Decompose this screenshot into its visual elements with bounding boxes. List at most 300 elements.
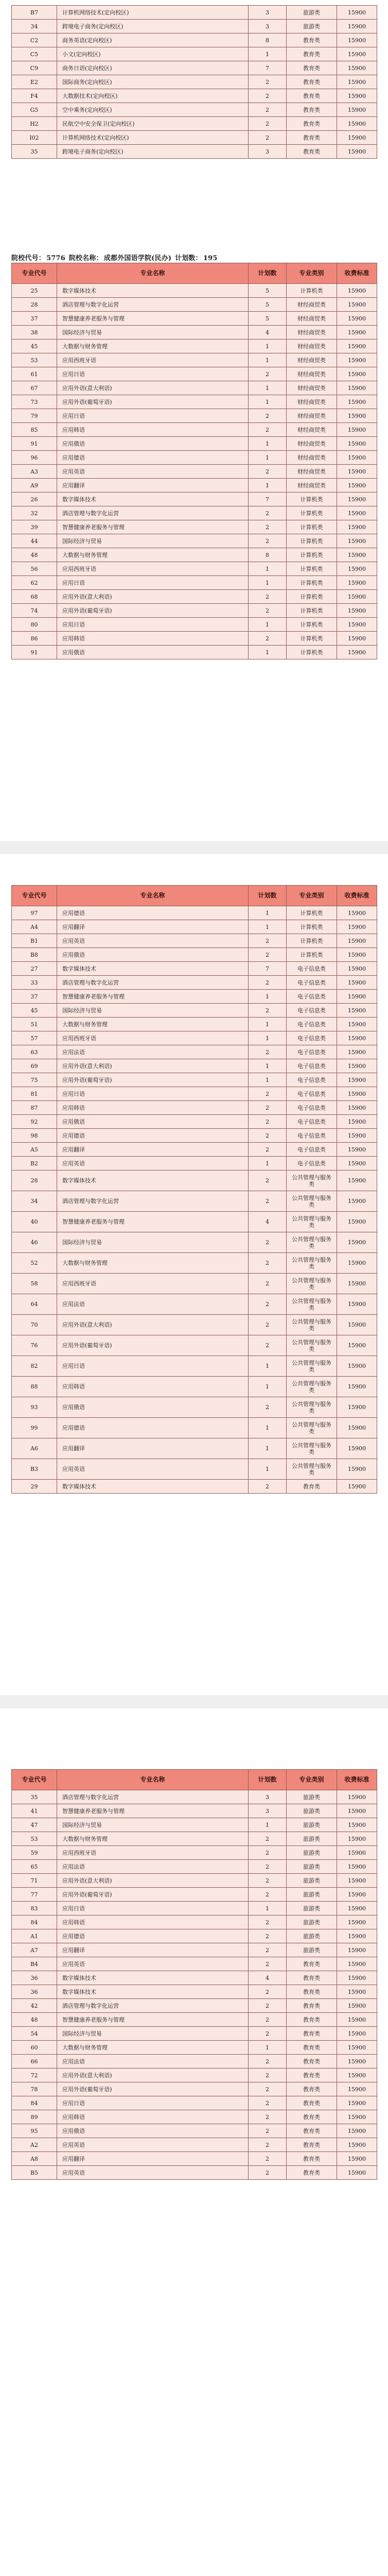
cell-plan: 2 — [249, 409, 287, 423]
cell-fee: 15900 — [337, 2055, 377, 2069]
cell-category: 教育类 — [287, 145, 337, 159]
cell-code: 88 — [12, 1377, 57, 1397]
cell-plan: 2 — [249, 465, 287, 479]
school-code: 5776 — [46, 255, 65, 262]
page-2 — [0, 854, 388, 1695]
cell-code: 71 — [12, 1874, 57, 1888]
cell-code: G5 — [12, 103, 57, 117]
cell-plan: 1 — [249, 646, 287, 659]
cell-category: 计算机类 — [287, 576, 337, 590]
cell-category: 计算机类 — [287, 618, 337, 632]
table-row — [12, 2166, 377, 2180]
cell-fee: 15900 — [337, 1143, 377, 1157]
cell-plan: 2 — [249, 1846, 287, 1860]
cell-plan: 1 — [249, 1459, 287, 1480]
cell-code: 36 — [12, 1971, 57, 1985]
table-row — [12, 1902, 377, 1916]
cell-code: 76 — [12, 1335, 57, 1356]
cell-plan: 2 — [249, 506, 287, 520]
cell-code: 65 — [12, 1860, 57, 1874]
cell-plan: 2 — [249, 976, 287, 990]
table-row — [12, 2082, 377, 2096]
cell-category: 电子信息类 — [287, 1129, 337, 1143]
cell-category: 教育类 — [287, 1985, 337, 1999]
cell-plan: 2 — [249, 2110, 287, 2124]
cell-category: 财经商贸类 — [287, 381, 337, 395]
cell-category: 电子信息类 — [287, 1031, 337, 1045]
cell-fee: 15900 — [337, 2041, 377, 2055]
cell-fee: 15900 — [337, 1087, 377, 1101]
cell-category: 计算机类 — [287, 506, 337, 520]
cell-category: 教育类 — [287, 33, 337, 47]
cell-plan: 2 — [249, 1480, 287, 1494]
cell-fee: 15900 — [337, 1294, 377, 1315]
cell-major: 应用外语(葡萄牙语) — [57, 395, 249, 409]
cell-fee: 15900 — [337, 534, 377, 548]
cell-plan: 2 — [249, 1957, 287, 1971]
cell-code: 48 — [12, 2013, 57, 2027]
cell-category: 电子信息类 — [287, 1004, 337, 1018]
cell-plan: 2 — [249, 604, 287, 618]
cell-code: 29 — [12, 1480, 57, 1494]
cell-code: B2 — [12, 1157, 57, 1171]
cell-plan: 2 — [249, 1832, 287, 1846]
cell-category: 公共管理与服务类 — [287, 1294, 337, 1315]
cell-category: 财经商贸类 — [287, 353, 337, 367]
cell-fee: 15900 — [337, 1888, 377, 1902]
cell-plan: 2 — [249, 632, 287, 646]
cell-code: C5 — [12, 47, 57, 61]
cell-category: 旅游类 — [287, 1888, 337, 1902]
cell-major: 应用外语(意大利语) — [57, 1059, 249, 1073]
cell-category: 计算机类 — [287, 920, 337, 934]
cell-fee: 15900 — [337, 2096, 377, 2110]
cell-major: 应用英语 — [57, 1459, 249, 1480]
cell-code: 84 — [12, 1916, 57, 1929]
cell-major: 应用西班牙语 — [57, 1274, 249, 1294]
cell-code: 69 — [12, 1059, 57, 1073]
cell-major: 国际商务(定向校区) — [57, 75, 249, 89]
cell-major: 跨境电子商务(定向校区) — [57, 20, 249, 33]
cell-major: 应用日语 — [57, 1356, 249, 1377]
table-row — [12, 381, 377, 395]
cell-plan: 2 — [249, 520, 287, 534]
cell-fee: 15900 — [337, 6, 377, 20]
cell-major: 应用外语(葡萄牙语) — [57, 2082, 249, 2096]
table-row — [12, 646, 377, 659]
cell-code: 25 — [12, 284, 57, 298]
cell-code: 62 — [12, 576, 57, 590]
cell-code: 40 — [12, 1212, 57, 1232]
cell-major: 应用翻译 — [57, 479, 249, 493]
cell-major: 应用日语 — [57, 1902, 249, 1916]
cell-category: 财经商贸类 — [287, 437, 337, 451]
cell-major: 空中乘务(定向校区) — [57, 103, 249, 117]
cell-major: 应用日语 — [57, 618, 249, 632]
cell-code: 79 — [12, 409, 57, 423]
cell-plan: 8 — [249, 548, 287, 562]
cell-category: 计算机类 — [287, 548, 337, 562]
cell-code: 78 — [12, 2082, 57, 2096]
cell-plan: 2 — [249, 89, 287, 103]
cell-major: 应用韩语 — [57, 1377, 249, 1397]
cell-fee: 15900 — [337, 962, 377, 976]
cell-major: 应用外语(葡萄牙语) — [57, 604, 249, 618]
cell-code: 97 — [12, 906, 57, 920]
cell-fee: 15900 — [337, 437, 377, 451]
table-row — [12, 1459, 377, 1480]
cell-code: 82 — [12, 1356, 57, 1377]
cell-category: 公共管理与服务类 — [287, 1232, 337, 1253]
cell-plan: 2 — [249, 2013, 287, 2027]
cell-major: 国际经济与贸易 — [57, 534, 249, 548]
cell-major: 数字媒体技术 — [57, 1171, 249, 1191]
cell-plan: 2 — [249, 590, 287, 604]
cell-category: 旅游类 — [287, 1943, 337, 1957]
cell-category: 计算机类 — [287, 284, 337, 298]
cell-major: 应用韩语 — [57, 632, 249, 646]
cell-plan: 1 — [249, 479, 287, 493]
cell-plan: 1 — [249, 381, 287, 395]
cell-code: 77 — [12, 1888, 57, 1902]
cell-plan: 1 — [249, 1438, 287, 1459]
cell-major: 计算机网络技术(定向校区) — [57, 6, 249, 20]
cell-major: 应用外语(葡萄牙语) — [57, 1888, 249, 1902]
cell-category: 财经商贸类 — [287, 479, 337, 493]
cell-plan: 2 — [249, 2166, 287, 2180]
cell-fee: 15900 — [337, 1943, 377, 1957]
cell-code: 28 — [12, 1171, 57, 1191]
school-name: 成都外国语学院(民办) — [103, 255, 172, 262]
table-row — [12, 1191, 377, 1212]
cell-major: 小文(定向校区) — [57, 47, 249, 61]
cell-fee: 15900 — [337, 1115, 377, 1129]
table-row — [12, 1059, 377, 1073]
cell-fee: 15900 — [337, 1985, 377, 1999]
cell-code: 52 — [12, 1253, 57, 1274]
table-row — [12, 1846, 377, 1860]
cell-fee: 15900 — [337, 1232, 377, 1253]
cell-code: 53 — [12, 353, 57, 367]
cell-code: 68 — [12, 590, 57, 604]
cell-code: 46 — [12, 1232, 57, 1253]
cell-fee: 15900 — [337, 1459, 377, 1480]
table-row — [12, 131, 377, 145]
cell-code: B3 — [12, 1459, 57, 1480]
cell-category: 财经商贸类 — [287, 465, 337, 479]
cell-plan: 7 — [249, 61, 287, 75]
cell-plan: 3 — [249, 6, 287, 20]
cell-fee: 15900 — [337, 1902, 377, 1916]
cell-fee: 15900 — [337, 1101, 377, 1115]
table-row — [12, 1018, 377, 1031]
cell-major: 应用英语 — [57, 934, 249, 948]
cell-category: 旅游类 — [287, 1846, 337, 1860]
table-row — [12, 33, 377, 47]
cell-plan: 1 — [249, 1157, 287, 1171]
cell-fee: 15900 — [337, 1059, 377, 1073]
cell-plan: 1 — [249, 1059, 287, 1073]
cell-fee: 15900 — [337, 990, 377, 1004]
cell-code: C2 — [12, 33, 57, 47]
table-row — [12, 479, 377, 493]
cell-category: 财经商贸类 — [287, 340, 337, 353]
cell-fee: 15900 — [337, 934, 377, 948]
cell-major: 应用外语(意大利语) — [57, 2069, 249, 2082]
table-row — [12, 1860, 377, 1874]
table-row — [12, 465, 377, 479]
cell-category: 公共管理与服务类 — [287, 1356, 337, 1377]
cell-category: 旅游类 — [287, 1929, 337, 1943]
table-section-1 — [11, 5, 377, 159]
cell-code: 89 — [12, 2110, 57, 2124]
cell-plan: 2 — [249, 1171, 287, 1191]
cell-code: B1 — [12, 934, 57, 948]
table-section-2 — [11, 263, 377, 659]
cell-code: 91 — [12, 437, 57, 451]
cell-plan: 2 — [249, 1129, 287, 1143]
cell-major: 数字媒体技术 — [57, 284, 249, 298]
cell-code: 83 — [12, 1902, 57, 1916]
cell-fee: 15900 — [337, 1438, 377, 1459]
cell-category: 电子信息类 — [287, 962, 337, 976]
cell-major: 应用俄语 — [57, 1115, 249, 1129]
cell-category: 计算机类 — [287, 562, 337, 576]
table-section-3 — [11, 885, 377, 1494]
cell-code: 63 — [12, 1045, 57, 1059]
header-major: 专业名称 — [57, 263, 249, 284]
header-major: 专业名称 — [57, 1770, 249, 1790]
cell-code: 36 — [12, 1985, 57, 1999]
table-row — [12, 61, 377, 75]
cell-major: 应用翻译 — [57, 1943, 249, 1957]
cell-fee: 15900 — [337, 284, 377, 298]
table-row — [12, 1045, 377, 1059]
cell-fee: 15900 — [337, 61, 377, 75]
table-row — [12, 906, 377, 920]
cell-fee: 15900 — [337, 1129, 377, 1143]
table-row — [12, 948, 377, 962]
cell-fee: 15900 — [337, 1929, 377, 1943]
cell-plan: 2 — [249, 934, 287, 948]
cell-category: 财经商贸类 — [287, 451, 337, 465]
cell-category: 教育类 — [287, 2069, 337, 2082]
table-row — [12, 75, 377, 89]
cell-category: 教育类 — [287, 89, 337, 103]
cell-code: I02 — [12, 131, 57, 145]
cell-major: 应用韩语 — [57, 423, 249, 437]
cell-code: 45 — [12, 1004, 57, 1018]
cell-code: B5 — [12, 2166, 57, 2180]
table-row — [12, 1253, 377, 1274]
cell-major: 应用日语 — [57, 409, 249, 423]
table-row — [12, 117, 377, 131]
cell-code: 48 — [12, 548, 57, 562]
cell-fee: 15900 — [337, 906, 377, 920]
header-major: 专业名称 — [57, 886, 249, 906]
cell-code: A4 — [12, 920, 57, 934]
header-plan: 计划数 — [249, 263, 287, 284]
cell-code: A5 — [12, 1143, 57, 1157]
table-row — [12, 2013, 377, 2027]
header-plan: 计划数 — [249, 886, 287, 906]
cell-category: 教育类 — [287, 1480, 337, 1494]
cell-fee: 15900 — [337, 1377, 377, 1397]
cell-fee: 15900 — [337, 1874, 377, 1888]
cell-code: F4 — [12, 89, 57, 103]
cell-fee: 15900 — [337, 562, 377, 576]
table-row — [12, 2027, 377, 2041]
header-code: 专业代号 — [12, 1770, 57, 1790]
cell-major: 应用英语 — [57, 465, 249, 479]
school-plan: 195 — [203, 255, 218, 262]
cell-fee: 15900 — [337, 520, 377, 534]
cell-code: 98 — [12, 1129, 57, 1143]
cell-code: 32 — [12, 506, 57, 520]
table-row — [12, 312, 377, 326]
cell-category: 旅游类 — [287, 1790, 337, 1804]
cell-fee: 15900 — [337, 976, 377, 990]
cell-fee: 15900 — [337, 1397, 377, 1418]
cell-plan: 3 — [249, 20, 287, 33]
cell-code: 57 — [12, 1031, 57, 1045]
cell-fee: 15900 — [337, 590, 377, 604]
cell-plan: 2 — [249, 1143, 287, 1157]
table-row — [12, 2124, 377, 2138]
cell-fee: 15900 — [337, 33, 377, 47]
cell-fee: 15900 — [337, 2013, 377, 2027]
cell-fee: 15900 — [337, 576, 377, 590]
page-1 — [0, 0, 388, 841]
cell-plan: 1 — [249, 562, 287, 576]
cell-fee: 15900 — [337, 1860, 377, 1874]
cell-code: 44 — [12, 534, 57, 548]
cell-fee: 15900 — [337, 2152, 377, 2166]
table-row — [12, 1804, 377, 1818]
cell-fee: 15900 — [337, 1916, 377, 1929]
cell-plan: 2 — [249, 948, 287, 962]
cell-fee: 15900 — [337, 353, 377, 367]
header-code: 专业代号 — [12, 886, 57, 906]
school-title — [11, 252, 377, 262]
cell-major: 应用德语 — [57, 906, 249, 920]
table-row — [12, 1171, 377, 1191]
cell-plan: 2 — [249, 1087, 287, 1101]
cell-fee: 15900 — [337, 1480, 377, 1494]
cell-code: A1 — [12, 1929, 57, 1943]
table-row — [12, 2138, 377, 2152]
cell-major: 民航空中安全保卫(定向校区) — [57, 117, 249, 131]
cell-plan: 1 — [249, 2041, 287, 2055]
cell-major: 国际经济与贸易 — [57, 1004, 249, 1018]
table-row — [12, 1335, 377, 1356]
cell-fee: 15900 — [337, 1274, 377, 1294]
cell-category: 旅游类 — [287, 1874, 337, 1888]
cell-major: 应用外语(意大利语) — [57, 381, 249, 395]
cell-category: 旅游类 — [287, 1916, 337, 1929]
cell-category: 旅游类 — [287, 1832, 337, 1846]
cell-major: 国际经济与贸易 — [57, 1818, 249, 1832]
cell-plan: 2 — [249, 1999, 287, 2013]
table-row — [12, 934, 377, 948]
cell-plan: 2 — [249, 1294, 287, 1315]
cell-plan: 1 — [249, 437, 287, 451]
header-category: 专业类别 — [287, 886, 337, 906]
cell-category: 教育类 — [287, 2110, 337, 2124]
cell-category: 教育类 — [287, 47, 337, 61]
cell-fee: 15900 — [337, 367, 377, 381]
cell-plan: 2 — [249, 1985, 287, 1999]
cell-major: 应用法语 — [57, 1294, 249, 1315]
cell-code: 60 — [12, 2041, 57, 2055]
cell-fee: 15900 — [337, 312, 377, 326]
cell-plan: 2 — [249, 1191, 287, 1212]
table-row — [12, 145, 377, 159]
cell-plan: 2 — [249, 75, 287, 89]
header-category: 专业类别 — [287, 1770, 337, 1790]
cell-category: 公共管理与服务类 — [287, 1253, 337, 1274]
cell-plan: 2 — [249, 1115, 287, 1129]
cell-code: 35 — [12, 145, 57, 159]
cell-fee: 15900 — [337, 618, 377, 632]
table-section-2-body — [12, 284, 377, 659]
table-row — [12, 562, 377, 576]
cell-category: 教育类 — [287, 2096, 337, 2110]
cell-code: 85 — [12, 423, 57, 437]
cell-plan: 1 — [249, 1902, 287, 1916]
table-row — [12, 103, 377, 117]
table-row — [12, 632, 377, 646]
cell-code: 56 — [12, 562, 57, 576]
cell-category: 公共管理与服务类 — [287, 1418, 337, 1438]
cell-fee: 15900 — [337, 298, 377, 312]
cell-code: A7 — [12, 1943, 57, 1957]
cell-major: 应用西班牙语 — [57, 1846, 249, 1860]
cell-fee: 15900 — [337, 2110, 377, 2124]
cell-plan: 2 — [249, 1860, 287, 1874]
cell-major: 应用俄语 — [57, 437, 249, 451]
cell-major: 国际经济与贸易 — [57, 2027, 249, 2041]
cell-fee: 15900 — [337, 340, 377, 353]
cell-plan: 5 — [249, 284, 287, 298]
cell-code: 47 — [12, 1818, 57, 1832]
cell-category: 计算机类 — [287, 604, 337, 618]
cell-category: 公共管理与服务类 — [287, 1315, 337, 1335]
cell-fee: 15900 — [337, 1832, 377, 1846]
cell-category: 旅游类 — [287, 1902, 337, 1916]
cell-code: 51 — [12, 1018, 57, 1031]
cell-fee: 15900 — [337, 409, 377, 423]
cell-plan: 2 — [249, 1315, 287, 1335]
cell-category: 公共管理与服务类 — [287, 1212, 337, 1232]
table-row — [12, 1129, 377, 1143]
cell-code: 34 — [12, 1191, 57, 1212]
table-row — [12, 47, 377, 61]
cell-code: 61 — [12, 367, 57, 381]
cell-major: 应用韩语 — [57, 1101, 249, 1115]
cell-category: 公共管理与服务类 — [287, 1335, 337, 1356]
cell-code: 33 — [12, 976, 57, 990]
cell-category: 财经商贸类 — [287, 423, 337, 437]
cell-major: 数字媒体技术 — [57, 1971, 249, 1985]
cell-major: 应用德语 — [57, 451, 249, 465]
cell-category: 电子信息类 — [287, 1059, 337, 1073]
table-row — [12, 1274, 377, 1294]
cell-major: 大数据与财务管理 — [57, 2041, 249, 2055]
cell-category: 教育类 — [287, 1999, 337, 2013]
table-row — [12, 1874, 377, 1888]
cell-fee: 15900 — [337, 1031, 377, 1045]
